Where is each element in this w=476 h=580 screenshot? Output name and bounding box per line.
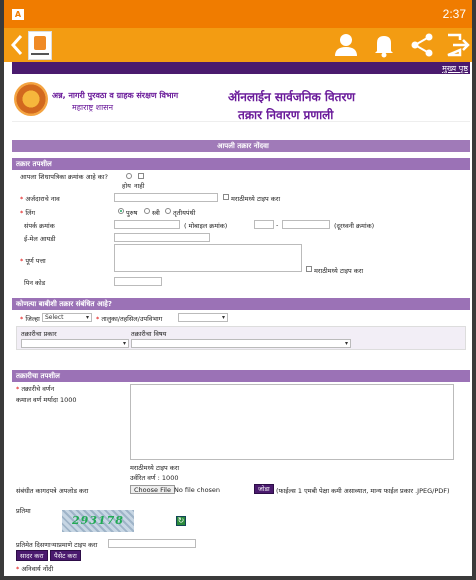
ration-yes-label: होय (122, 182, 131, 190)
email-input[interactable] (114, 233, 210, 242)
submit-button[interactable]: सादर करा (16, 550, 48, 561)
email-label: ई-मेल आयडी (24, 235, 56, 243)
ration-no-radio[interactable] (138, 173, 144, 179)
top-strip (12, 62, 470, 74)
landline-input[interactable] (282, 220, 330, 229)
choose-file-button[interactable]: Choose File (130, 485, 175, 494)
district-select[interactable]: Select ▾ (42, 313, 92, 322)
ration-yes-radio[interactable] (126, 173, 132, 179)
contact-dash: - (276, 221, 279, 229)
reset-button[interactable]: पैसेट करा (50, 550, 81, 561)
gender-third-radio[interactable] (165, 208, 171, 214)
complaint-type-label: तक्रारीचा प्रकार (21, 330, 57, 338)
upload-label: संबंधीत कागदपत्रे अपलोड करा (16, 487, 89, 495)
complaint-type-select[interactable] (21, 339, 129, 348)
home-link[interactable]: मुख्य पृष्ठ (442, 64, 468, 73)
address-textarea[interactable] (114, 244, 302, 272)
share-icon[interactable] (408, 31, 436, 59)
refresh-captcha-icon[interactable]: ↻ (177, 516, 185, 525)
section-complaint-details: तक्रार तपशील (12, 158, 470, 170)
taluka-select[interactable] (178, 313, 228, 322)
captcha-type-label: प्रतिमेत दिसणाऱ्याप्रमाणे टाइप करा (16, 541, 98, 549)
address-marathi-label: मराठीमध्ये टाइप करा (314, 267, 364, 275)
section-complaint-description: तक्रारीचा तपशील (12, 370, 470, 382)
captcha-image: 293178 (62, 510, 134, 532)
district-label: जिल्हा (25, 315, 40, 323)
form-title: आपली तक्रार नोंदवा (12, 140, 470, 152)
gender-label: लिंग (25, 209, 36, 217)
state-emblem-icon (14, 82, 48, 116)
gender-male-label: पुरुष (126, 209, 138, 217)
system-title-line1: ऑनलाईन सार्वजनिक वितरण (228, 90, 356, 104)
ration-no-label: नाही (134, 182, 145, 190)
status-time: 2:37 (442, 7, 466, 21)
upload-note: (फाईल्स 1 एमबी पेक्षा कमी असाव्यात, मान्य फाईल प्रकार .JPEG/PDF) (276, 487, 450, 495)
name-marathi-checkbox[interactable] (223, 194, 229, 200)
pincode-input[interactable] (114, 277, 162, 286)
landline-hint: (दूरध्वनी क्रमांक) (334, 222, 375, 230)
no-file-text: No file chosen (174, 486, 221, 494)
attach-button[interactable]: जोडा (254, 484, 274, 494)
taluka-label: तालुका/तहसिल/उपविभाग (101, 315, 163, 323)
complaint-subject-label: तक्रारीचा विषय (131, 330, 167, 338)
address-label: पूर्ण पत्ता (25, 257, 46, 265)
pincode-label: पिन कोड (24, 279, 46, 287)
details-block: * तक्रारीचे वर्णन कमाल वर्ण मर्यादा 1000 मराठीमध्ये टाइप करा उर्वरित वर्ण : 1000 संबंधीत कागदपत्रे अपलोड करा Choose File No file chosen जोडा (फाईल्स 1 एमबी पेक्षा कमी असाव्यात, मान्य फाईल प्रकार .JPEG/PDF) प्रतिमा 293178 ↻ प्रतिमेत दिसणाऱ्याप्रमाणे टाइप करा सादर करा पैसेट करा * अनिवार्य नोंदी (12, 382, 470, 580)
applicant-name-label: अर्जदाराचे नाव (25, 195, 60, 203)
app-logo (28, 31, 52, 60)
category-block: * जिल्हा Select ▾ * तालुका/तहसिल/उपविभाग ▾ तक्रारीचा प्रकार तक्रारीचा विषय ▾ ▾ (12, 310, 470, 370)
mobile-hint: ( मोबाइल क्रमांक) (184, 222, 228, 230)
type-subject-panel (16, 326, 466, 350)
user-icon[interactable] (332, 31, 360, 59)
department-name: अन्न, नागरी पुरवठा व ग्राहक संरक्षण विभाग (52, 91, 179, 100)
remaining-chars: उर्वरित वर्ण : 1000 (130, 474, 179, 482)
logout-icon[interactable] (444, 31, 472, 59)
back-chevron-icon[interactable] (8, 32, 26, 58)
web-content (12, 62, 470, 580)
ration-card-question: आपला शिधापत्रिका क्रमांक आहे का? (20, 173, 108, 181)
status-bar (4, 0, 472, 28)
gender-female-label: स्त्री (152, 209, 160, 217)
gender-male-radio[interactable] (118, 208, 124, 214)
system-title-line2: तक्रार निवारण प्रणाली (238, 108, 334, 122)
mandatory-note: अनिवार्य नोंदी (21, 565, 54, 573)
captcha-image-label: प्रतिमा (16, 507, 31, 515)
page-header (12, 74, 470, 122)
bell-icon[interactable] (370, 31, 398, 59)
government-name: महाराष्ट्र शासन (72, 103, 114, 112)
gender-female-radio[interactable] (144, 208, 150, 214)
mobile-input[interactable] (114, 220, 180, 229)
description-label: तक्रारीचे वर्णन (21, 385, 55, 393)
char-limit-label: कमाल वर्ण मर्यादा 1000 (16, 396, 77, 404)
app-bar (4, 28, 472, 62)
name-marathi-label: मराठीमध्ये टाइप करा (231, 195, 281, 203)
section-category: कोणत्या बाबीशी तक्रार संबंधित आहे? (12, 298, 470, 310)
gender-third-label: तृतीयपंथी (173, 209, 196, 217)
contact-label: संपर्क क्रमांक (24, 222, 55, 230)
applicant-name-input[interactable] (114, 193, 218, 202)
complaint-subject-select[interactable] (131, 339, 351, 348)
description-textarea[interactable] (130, 384, 454, 460)
captcha-input[interactable] (108, 539, 196, 548)
sim-icon: A (12, 9, 24, 20)
std-code-input[interactable] (254, 220, 274, 229)
description-marathi-label: मराठीमध्ये टाइप करा (130, 464, 180, 472)
complainant-block: आपला शिधापत्रिका क्रमांक आहे का? होय नाही * अर्जदाराचे नाव मराठीमध्ये टाइप करा * लिंग पुरुष स्त्री तृतीयपंथी संपर्क क्रमांक ( मोबाइल क्रमांक) - (दूरध्वनी क्रमांक) ई-मेल आयडी * पूर्ण पत्ता मराठीमध्ये टाइप करा पिन कोड (20, 173, 375, 287)
address-marathi-checkbox[interactable] (306, 266, 312, 272)
